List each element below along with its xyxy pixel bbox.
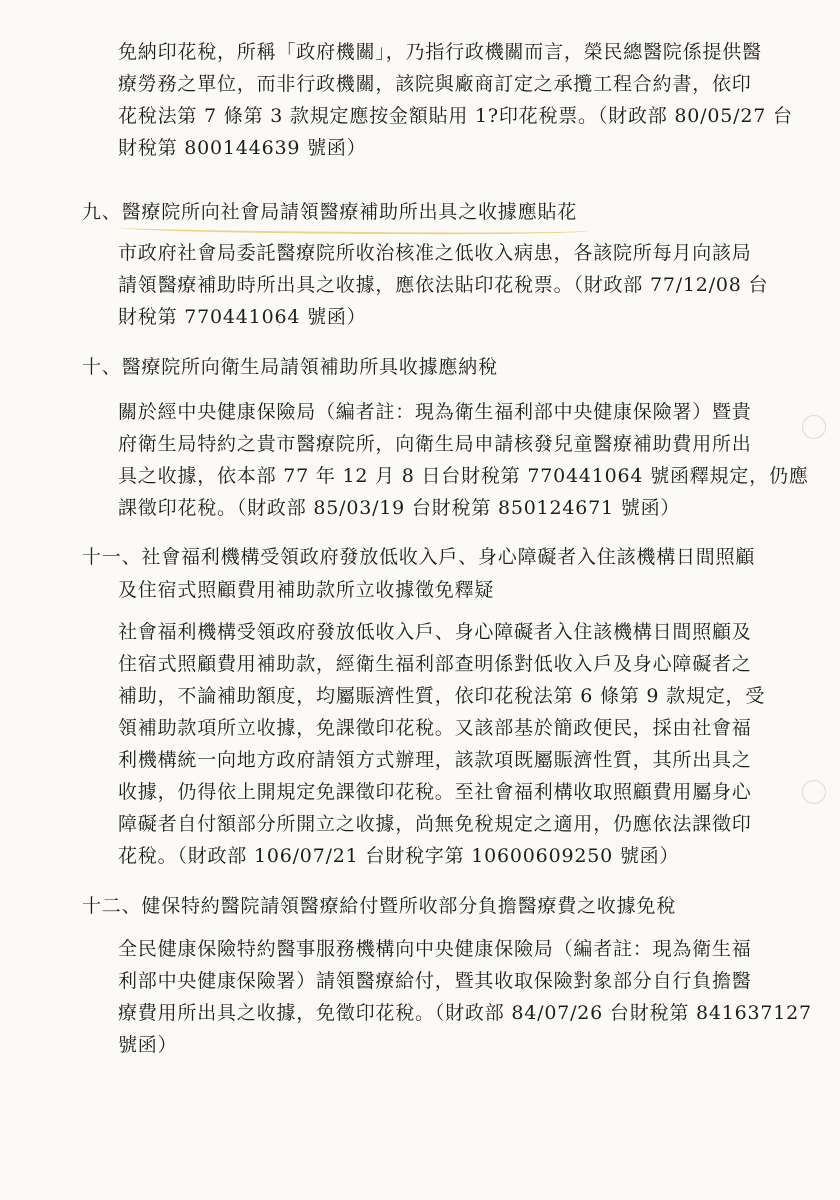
text-line: 住宿式照顧費用補助款，經衛生福利部查明係對低收入戶及身心障礙者之 (118, 653, 752, 675)
text-line: 社會福利機構受領政府發放低收入戶、身心障礙者入住該機構日間照顧及 (118, 621, 752, 643)
heading-line: 九、醫療院所向社會局請領醫療補助所出具之收據應貼花 (82, 201, 578, 223)
section-heading-12 (82, 890, 782, 923)
text-line: 收據，仍得依上開規定免課徵印花稅。至社會福利構收取照顧費用屬身心 (118, 781, 752, 803)
text-line: 課徵印花稅。（財政部 85/03/19 台財稅第 850124671 號函） (118, 497, 681, 519)
binder-hole (802, 780, 826, 804)
heading-line: 及住宿式照顧費用補助款所立收據徵免釋疑 (118, 579, 495, 601)
text-line: 府衛生局特約之貴市醫療院所，向衛生局申請核發兒童醫療補助費用所出 (118, 433, 752, 455)
text-line: 花稅法第 7 條第 3 款規定應按金額貼用 1?印花稅票。（財政部 80/05/27 台 (118, 105, 793, 127)
text-line: 利機構統一向地方政府請領方式辦理，該款項既屬賑濟性質，其所出具之 (118, 749, 752, 771)
text-line: 財稅第 770441064 號函） (118, 306, 367, 328)
text-line: 號函） (118, 1034, 178, 1056)
heading-line: 十、醫療院所向衛生局請領補助所具收據應納稅 (82, 356, 498, 378)
section-heading-11 (82, 541, 782, 607)
text-line: 財稅第 800144639 號函） (118, 137, 367, 159)
text-line: 免納印花稅，所稱「政府機關」，乃指行政機關而言，榮民總醫院係提供醫 (118, 41, 762, 63)
text-line: 療勞務之單位，而非行政機關，該院與廠商訂定之承攬工程合約書，依印 (118, 73, 752, 95)
binder-hole (802, 415, 826, 439)
section-heading-10 (82, 351, 782, 384)
text-line: 障礙者自付額部分所開立之收據，尚無免稅規定之適用，仍應依法課徵印 (118, 813, 752, 835)
paragraph-9 (118, 237, 778, 333)
paragraph-11 (118, 616, 778, 872)
text-line: 市政府社會局委託醫療院所收治核准之低收入病患，各該院所每月向該局 (118, 242, 752, 264)
heading-line: 十一、社會福利機構受領政府發放低收入戶、身心障礙者入住該機構日間照顧 (82, 546, 756, 568)
text-line: 療費用所出具之收據，免徵印花稅。（財政部 84/07/26 台財稅第 841637127 (118, 1002, 812, 1024)
text-line: 領補助款項所立收據，免課徵印花稅。又該部基於簡政便民，採由社會福 (118, 717, 752, 739)
text-line: 全民健康保險特約醫事服務機構向中央健康保險局（編者註：現為衛生福 (118, 938, 752, 960)
text-line: 花稅。（財政部 106/07/21 台財稅字第 10600609250 號函） (118, 845, 680, 867)
text-line: 具之收據，依本部 77 年 12 月 8 日台財稅第 770441064 號函釋規定，仍應 (118, 465, 809, 487)
text-line: 補助，不論補助額度，均屬賑濟性質，依印花稅法第 6 條第 9 款規定，受 (118, 685, 766, 707)
paragraph-intro (118, 36, 793, 164)
text-line: 關於經中央健康保險局（編者註：現為衛生福利部中央健康保險署）暨貴 (118, 401, 752, 423)
paragraph-10 (118, 396, 809, 524)
paragraph-12 (118, 933, 812, 1061)
heading-line: 十二、健保特約醫院請領醫療給付暨所收部分負擔醫療費之收據免稅 (82, 895, 677, 917)
text-line: 利部中央健康保險署）請領醫療給付，暨其收取保險對象部分自行負擔醫 (118, 970, 752, 992)
text-line: 請領醫療補助時所出具之收據，應依法貼印花稅票。（財政部 77/12/08 台 (118, 274, 769, 296)
